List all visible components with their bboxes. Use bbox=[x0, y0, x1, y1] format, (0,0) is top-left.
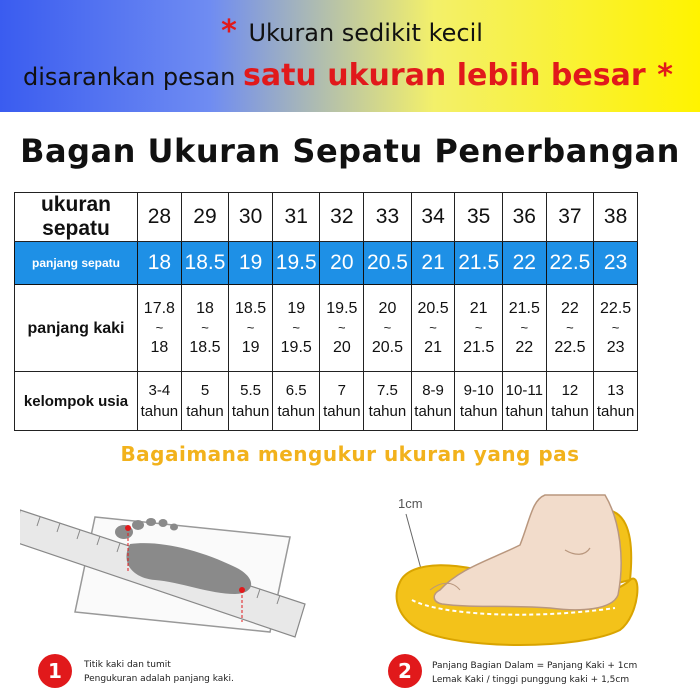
size-cell: 18.5 bbox=[181, 242, 229, 285]
size-cell-line: 18 bbox=[150, 339, 169, 356]
size-cell-line: ~ bbox=[292, 320, 301, 335]
banner-line-1 bbox=[0, 14, 700, 49]
size-cell bbox=[272, 285, 320, 372]
size-cell-line: 5 bbox=[200, 382, 210, 399]
step-1-line-2: Pengukuran adalah panjang kaki. bbox=[84, 674, 234, 684]
size-cell-line: 21.5 bbox=[463, 339, 495, 356]
size-cell-line: 19.5 bbox=[280, 339, 312, 356]
step-1-badge: 1 bbox=[38, 654, 72, 688]
size-cell-line: tahun bbox=[323, 403, 361, 420]
foot-icon bbox=[434, 495, 621, 610]
row-label: ukuran sepatu bbox=[15, 193, 138, 242]
row-age-group bbox=[15, 372, 638, 431]
size-cell-line: 20 bbox=[332, 339, 351, 356]
size-cell-line: tahun bbox=[459, 403, 498, 420]
size-cell-line: ~ bbox=[520, 320, 529, 335]
size-cell-line: tahun bbox=[505, 403, 544, 420]
size-cell-line: 23 bbox=[606, 339, 625, 356]
step-2-caption bbox=[432, 659, 637, 687]
size-cell: 29 bbox=[181, 193, 229, 242]
size-cell bbox=[229, 285, 273, 372]
step-2-badge: 2 bbox=[388, 654, 422, 688]
how-to-measure-title: Bagaimana mengukur ukuran yang pas bbox=[120, 442, 580, 466]
row-shoe-size bbox=[15, 193, 638, 242]
size-cell-line: ~ bbox=[155, 320, 164, 335]
size-cell bbox=[594, 285, 638, 372]
size-cell: 37 bbox=[546, 193, 594, 242]
size-cell: 21 bbox=[411, 242, 455, 285]
size-cell-line: 22 bbox=[515, 339, 534, 356]
size-cell-line: ~ bbox=[246, 320, 255, 335]
row-shoe-length bbox=[15, 242, 638, 285]
size-cell bbox=[546, 372, 594, 431]
size-cell-line: ~ bbox=[338, 320, 346, 335]
size-cell: 22 bbox=[502, 242, 546, 285]
size-cell: 19 bbox=[229, 242, 273, 285]
size-cell: 36 bbox=[502, 193, 546, 242]
size-cell-line: 6.5 bbox=[285, 382, 307, 399]
size-cell-line: tahun bbox=[368, 403, 407, 420]
size-cell-line: 13 bbox=[607, 382, 624, 399]
size-cell-line: tahun bbox=[596, 403, 635, 420]
size-cell: 19.5 bbox=[272, 242, 320, 285]
size-cell-line: 20.5 bbox=[417, 300, 449, 317]
size-cell-line: tahun bbox=[231, 403, 270, 420]
size-cell-line: 18.5 bbox=[235, 300, 267, 317]
size-cell-line: 22.5 bbox=[554, 339, 586, 356]
size-cell-line: 18 bbox=[196, 300, 214, 317]
banner-line-2 bbox=[0, 58, 700, 93]
step-2-line-1: Panjang Bagian Dalam = Panjang Kaki + 1cm bbox=[432, 661, 638, 671]
size-cell bbox=[502, 285, 546, 372]
foot-in-shoe-illustration bbox=[380, 490, 680, 660]
size-chart-table bbox=[14, 192, 638, 431]
size-cell bbox=[272, 372, 320, 431]
size-cell-line: 3-4 bbox=[148, 382, 171, 399]
size-cell: 35 bbox=[455, 193, 503, 242]
banner-line-1-text: Ukuran sedikit kecil bbox=[248, 19, 483, 47]
banner-line-2-prefix: disarankan pesan bbox=[23, 63, 236, 91]
size-cell bbox=[455, 372, 503, 431]
promo-banner bbox=[0, 0, 700, 112]
size-cell-line: 21 bbox=[469, 300, 488, 317]
size-cell bbox=[411, 372, 455, 431]
step-1-line-1: Titik kaki dan tumit bbox=[84, 660, 171, 670]
size-cell-line: 9-10 bbox=[463, 382, 494, 399]
size-cell-line: 22 bbox=[561, 300, 579, 317]
size-cell bbox=[546, 285, 594, 372]
size-cell bbox=[181, 372, 229, 431]
size-cell: 22.5 bbox=[546, 242, 594, 285]
size-cell-line: 22.5 bbox=[600, 300, 632, 317]
banner-line-2-highlight: satu ukuran lebih besar bbox=[242, 58, 646, 93]
size-cell-line: ~ bbox=[429, 320, 437, 335]
size-cell: 18 bbox=[138, 242, 182, 285]
size-cell-line: tahun bbox=[140, 403, 179, 420]
size-cell-line: 10-11 bbox=[505, 382, 543, 399]
size-cell bbox=[364, 372, 412, 431]
row-label: panjang sepatu bbox=[15, 242, 138, 285]
red-star-icon: * bbox=[221, 14, 237, 49]
size-cell-line: tahun bbox=[551, 403, 589, 420]
size-cell-line: 18.5 bbox=[189, 339, 221, 356]
size-cell-line: 21 bbox=[424, 339, 442, 356]
size-cell: 32 bbox=[320, 193, 364, 242]
size-cell bbox=[364, 285, 412, 372]
size-cell bbox=[502, 372, 546, 431]
red-star-icon: * bbox=[657, 58, 673, 93]
size-cell bbox=[229, 372, 273, 431]
step-2-line-2: Lemak Kaki / tinggi punggung kaki + 1,5cm bbox=[432, 675, 630, 685]
size-cell-line: ~ bbox=[566, 320, 574, 335]
size-cell-line: tahun bbox=[186, 403, 224, 420]
size-cell-line: ~ bbox=[474, 320, 483, 335]
size-cell: 20.5 bbox=[364, 242, 412, 285]
row-foot-length bbox=[15, 285, 638, 372]
size-cell-line: 12 bbox=[561, 382, 579, 399]
size-cell-line: 21.5 bbox=[508, 300, 540, 317]
size-cell: 31 bbox=[272, 193, 320, 242]
size-cell: 28 bbox=[138, 193, 182, 242]
row-label: kelompok usia bbox=[15, 372, 138, 431]
foot-ruler-illustration bbox=[20, 482, 320, 667]
size-cell bbox=[138, 285, 182, 372]
size-cell bbox=[181, 285, 229, 372]
size-cell-line: tahun bbox=[414, 403, 452, 420]
size-cell-line: 20 bbox=[378, 300, 397, 317]
size-cell-line: tahun bbox=[277, 403, 315, 420]
one-cm-label: 1cm bbox=[398, 496, 423, 511]
size-cell-line: ~ bbox=[383, 320, 392, 335]
size-cell bbox=[138, 372, 182, 431]
size-cell-line: 20.5 bbox=[371, 339, 404, 356]
size-cell bbox=[411, 285, 455, 372]
size-cell: 21.5 bbox=[455, 242, 503, 285]
size-cell-line: ~ bbox=[201, 320, 209, 335]
size-cell-line: 8-9 bbox=[422, 382, 444, 399]
size-cell-line: 7 bbox=[337, 382, 346, 399]
size-cell-line: 7.5 bbox=[377, 382, 398, 399]
size-cell: 20 bbox=[320, 242, 364, 285]
size-cell bbox=[320, 372, 364, 431]
size-cell-line: 5.5 bbox=[240, 382, 262, 399]
size-cell-line: 19 bbox=[287, 300, 306, 317]
size-cell-line: 19.5 bbox=[326, 300, 358, 317]
size-cell-line: 17.8 bbox=[143, 300, 175, 317]
size-cell: 38 bbox=[594, 193, 638, 242]
size-cell bbox=[455, 285, 503, 372]
size-cell: 23 bbox=[594, 242, 638, 285]
size-cell: 33 bbox=[364, 193, 412, 242]
size-cell-line: ~ bbox=[611, 320, 620, 335]
size-cell: 30 bbox=[229, 193, 273, 242]
size-cell-line: 19 bbox=[241, 339, 260, 356]
size-chart-title: Bagan Ukuran Sepatu Penerbangan bbox=[20, 132, 680, 170]
step-1-caption bbox=[84, 658, 234, 686]
size-cell: 34 bbox=[411, 193, 455, 242]
size-cell bbox=[594, 372, 638, 431]
size-cell bbox=[320, 285, 364, 372]
row-label: panjang kaki bbox=[15, 285, 138, 372]
